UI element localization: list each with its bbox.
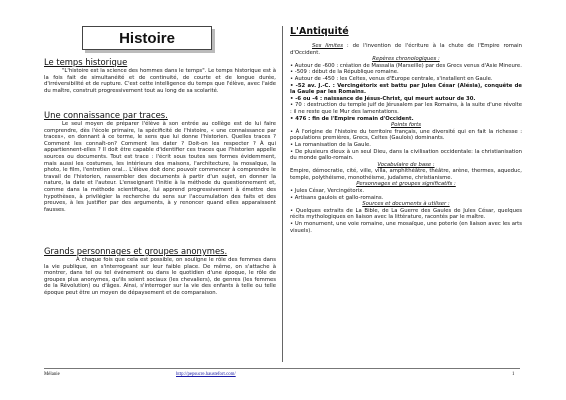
footer-link[interactable]: http://pepsucre.haustefort.com/ [176,372,236,377]
chrono-item: • -52 av. J.-C. : Vercingétorix est battu par Jules César (Alésia), conquête de la Gaule par les Romains. [290,82,522,96]
perso-item: • Jules César, Vercingétorix. [290,188,365,195]
paragraph-traces: Le seul moyen de préparer l'élève à son entrée au collège est de lui faire comprendre, dès l'école primaire, la spécificité de l'histoire, « une connaissance par traces», en donnant à ce terme, le sens que lui donne l'historien. Quelles traces ? Comment les connaît-on? Comment les dater ? Doit-on les respecter ? À qui appartiennent-elles ? Il doit être capable d'identifier ces traces que l'historien appelle sources ou documents. Tout est trace : l'écrit sous toutes ses formes évidemment, mais aussi les costumes, les intérieurs des maisons, l'architecture, la mosaïque, la photo, le film, l'entretien oral... L'élève doit donc pouvoir commencer à comprendre le travail de l'historien, rassembler des documents à partir d'un sujet, en donner la nature, la date et l'auteur. L'enseignant l'initie à la méthode du questionnement et, comme dans la méthode scientifique, lui apprend progressivement à émettre des hypothèses, à privilégier la recherche du sens sur l'accumulation des faits et des preuves, à les justifier par des arguments, à y renoncer quand elles apparaissent fausses. [44,121,276,213]
paragraph-personnages: À chaque fois que cela est possible, on souligne le rôle des femmes dans la vie publique, en s'interrogeant sur leur faible place. De même, on s'attache à montrer, dans tel ou tel événement ou dans le quotidien d'une époque, le rôle de groupes plus anonymes, qu'ils soient sociaux (les chevaliers), de genres (les femmes de la Révolution) ou d'âges. Ainsi, s'interroger sur la vie des enfants à telle ou telle époque peut être un moyen de dépaysement et de comparaison. [44,257,276,296]
sources-item: • Un monument, une voie romaine, une mosaïque, une poterie (en liaison avec les arts visuels). [290,221,522,234]
footer-author: Mélanie [44,372,60,377]
vocab-text: Empire, démocratie, cité, ville, villa, amphithéâtre, théâtre, arène, thermes, aqueduc, temple, polythéisme, monothéisme, judaïsme, christianisme. [290,168,522,181]
perso-item: • Artisans gaulois et gallo-romains. [290,194,384,201]
chrono-item: • -6 ou -4 : naissance de Jésus-Christ, qui meurt autour de 30. [290,95,476,102]
section-heading-antiquite: L'Antiquité [290,26,349,37]
paragraph-temps: "L'histoire est la science des hommes dans le temps". Le temps historique est à la fois fait de simultanéité et de continuité, de courte et de longue durée, d'irréversibilité et de rupture. C'est cette intelligence du temps que l'élève, avec l'aide du maître, construit progressivement tout au long de sa scolarité. [44,68,276,94]
forts-item: • À l'origine de l'histoire du territoire français, une diversité qui en fait la richesse : populations premières, Grecs, Celtes (Gaulois) dominants. [290,128,522,142]
chrono-item: • 70 : destruction du temple juif de Jérusalem par les Romains, à la suite d'une révolte : il ne reste que le Mur des lamentations. [290,102,522,115]
chrono-item: • Autour de -600 : création de Massalia (Marseille) par des Grecs venus d'Asie Mineure. [290,62,522,69]
forts-item: • De plusieurs dieux à un seul Dieu, dans la civilisation occidentale: la christianisation du monde gallo-romain. [290,148,522,162]
chrono-item: • Autour de -450 : les Celtes, venus d'Europe centrale, s'installent en Gaule. [290,75,493,82]
sources-label: Sources et documents à utiliser : [362,201,450,208]
footer-rule [44,368,520,369]
limits-line [290,43,522,56]
limits-label: Ses limites [312,43,343,49]
column-divider [282,26,283,362]
section-heading-personnages: Grands personnages et groupes anonymes. [44,246,228,256]
sources-item: • Quelques extraits de La Bible, de La Guerre des Gaules de Jules César, quelques récits mythologiques en liaison avec la littérature, racontés par le maître. [290,207,522,221]
limits-text: : de l'invention de l'écriture à la chute de l'Empire romain d'Occident. [290,43,522,56]
footer-page-number: 1 [512,372,515,377]
chrono-item: • 476 : fin de l'Empire romain d'Occident. [290,115,414,122]
page-title: Histoire [82,26,212,50]
antiquite-content [290,43,522,234]
chrono-label: Repères chronologiques : [372,56,440,63]
perso-label: Personnages et groupes significatifs : [356,181,456,188]
section-heading-temps: Le temps historique [44,57,128,67]
forts-item: • La romanisation de la Gaule. [290,141,371,148]
forts-label: Points forts [391,122,421,129]
chrono-item: • -509 : début de la République romaine. [290,69,399,76]
vocab-label: Vocabulaire de base : [377,161,435,168]
section-heading-traces: Une connaissance par traces. [44,110,168,120]
